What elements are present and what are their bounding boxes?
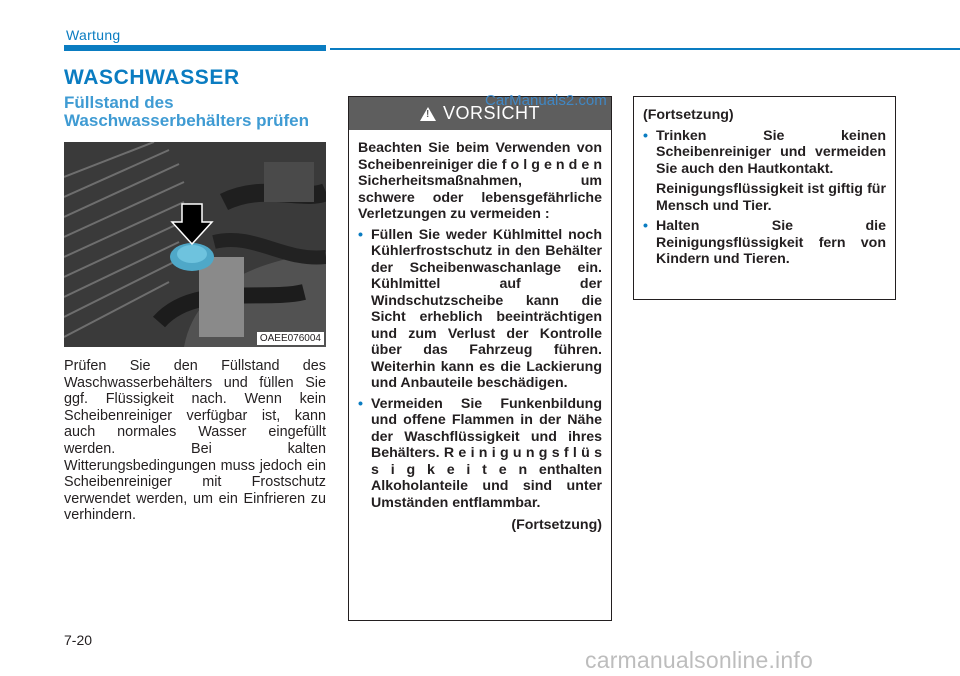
caution-heading: VORSICHT: [442, 103, 540, 123]
engine-bay-illustration: [64, 142, 326, 347]
continuation-bullet: [643, 128, 886, 178]
engine-bay-photo: [64, 142, 326, 347]
section-subtitle: Füllstand des Waschwasserbehälters prüfen: [64, 93, 310, 130]
body-paragraph: Prüfen Sie den Füllstand des Waschwasserbehälters und füllen Sie ggf. Flüssigkeit nach. Wenn kein Scheibenreiniger verfügbar ist, kann auch normales Wasser eingefüllt werden. Bei kalten Witterungsbedingungen muss jedoch ein Scheibenreiniger mit Frostschutz verwendet werden, um ein Einfrieren zu verhindern.: [64, 358, 326, 524]
caution-bullet: [358, 396, 602, 512]
continuation-bullet: [643, 218, 886, 268]
caution-intro: Beachten Sie beim Verwenden von Scheibenreiniger die f o l g e n d e n Sicherheitsmaßnahmen, um schwere oder lebensgefährliche Verletzungen zu vermeiden :: [358, 140, 602, 222]
caution-bullet-text: Vermeiden Sie Funkenbildung und offene Flammen in der Nähe der Waschflüssigkeit und ihres Behälters. R e i n i g u n g s f l ü s s i g k e i t e n enthalten Alkoholanteile und sind unter Umständen entflammbar.: [371, 395, 602, 511]
continuation-box: [633, 96, 896, 300]
caution-box: [348, 96, 612, 621]
continuation-bullet-text: Halten Sie die Reinigungsflüssigkeit fern von Kindern und Tieren.: [656, 218, 886, 267]
header-rule: [330, 48, 960, 50]
warning-triangle-icon: !: [420, 107, 436, 121]
header-bar: [64, 45, 326, 51]
continuation-note: Reinigungsflüssigkeit ist giftig für Mensch und Tier.: [656, 181, 886, 214]
page-number: 7-20: [64, 632, 93, 648]
caution-bullet-text: Füllen Sie weder Kühlmittel noch Kühlerfrostschutz in den Behälter der Scheibenwaschanlage ein. Kühlmittel auf der Windschutzscheibe kann die Sicht erheblich beeinträchtigen und zum Verlust der Kontrolle über das Fahrzeug führen. Weiterhin kann es die Lackierung und Anbauteile beschädigen.: [371, 226, 602, 391]
continued-label: (Fortsetzung): [511, 517, 602, 533]
bullet-dot-icon: •: [643, 127, 648, 144]
caution-bullet: [358, 227, 602, 392]
section-label: Wartung: [66, 27, 121, 43]
image-code: OAEE076004: [257, 332, 324, 345]
watermark: CarManuals2.com: [485, 92, 607, 109]
page-title: WASCHWASSER: [64, 66, 240, 89]
continuation-heading: (Fortsetzung): [643, 107, 734, 123]
bullet-dot-icon: •: [358, 226, 363, 243]
bullet-dot-icon: •: [358, 395, 363, 412]
continuation-bullet-text: Trinken Sie keinen Scheibenreiniger und vermeiden Sie auch den Hautkontakt.: [656, 127, 886, 177]
footer-watermark: carmanualsonline.info: [585, 647, 813, 673]
bullet-dot-icon: •: [643, 218, 648, 234]
